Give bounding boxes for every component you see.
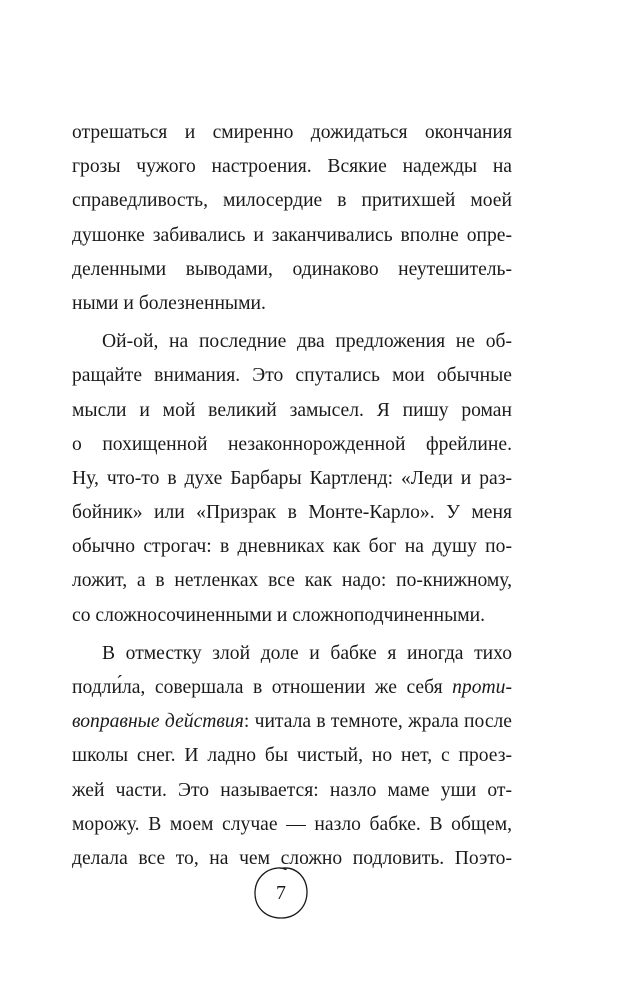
text-line: обычно строгач: в дневниках как бог на душу по- xyxy=(72,536,512,558)
text-line xyxy=(72,705,512,739)
text-line: делала все то, на чем сложно подловить. Поэто- xyxy=(72,847,512,869)
text-line: бойник» или «Призрак в Монте-Карло». У меня xyxy=(72,502,512,524)
page-number-badge xyxy=(250,862,312,924)
text-line: ложит, а в нетленках все как надо: по-книжному, xyxy=(72,570,512,592)
text-line: со сложносочиненными и сложноподчиненными. xyxy=(72,604,486,626)
text-line: жей части. Это называется: назло маме уши от- xyxy=(72,779,512,801)
text-line: школы снег. И ладно бы чистый, но нет, с проез- xyxy=(72,745,512,767)
text-line: Ой-ой, на последние два предложения не об- xyxy=(102,331,512,353)
text-line: справедливость, милосердие в притихшей моей xyxy=(72,190,512,212)
text-line: В отместку злой доле и бабке я иногда тихо xyxy=(102,642,512,664)
text-fragment: подли́ла, совершала в отношении же себя xyxy=(72,677,453,698)
text-line: морожу. В моем случае — назло бабке. В общем, xyxy=(72,813,512,835)
text-line: отрешаться и смиренно дожидаться окончания xyxy=(72,122,512,143)
text-line: ращайте внимания. Это спутались мои обычные xyxy=(72,365,512,387)
text-line: деленными выводами, одинаково неутешитель- xyxy=(72,258,512,280)
text-line: душонке забивались и заканчивались вполне опре- xyxy=(72,224,512,246)
page-number: 7 xyxy=(276,882,286,904)
text-line: ными и болезненными. xyxy=(72,292,266,314)
italic-text-fragment: воправные действия xyxy=(72,711,244,733)
text-line xyxy=(72,671,512,705)
text-line: Ну, что-то в духе Барбары Картленд: «Леди и раз- xyxy=(72,467,512,489)
page-body-text xyxy=(72,116,512,876)
italic-text-fragment: проти- xyxy=(452,677,512,698)
text-line: о похищенной незаконнорожденной фрейлине. xyxy=(72,433,512,455)
text-line: мысли и мой великий замысел. Я пишу роман xyxy=(72,399,512,421)
text-fragment: : читала в темноте, жрала после xyxy=(243,711,512,733)
text-line: грозы чужого настроения. Всякие надежды на xyxy=(72,156,512,178)
